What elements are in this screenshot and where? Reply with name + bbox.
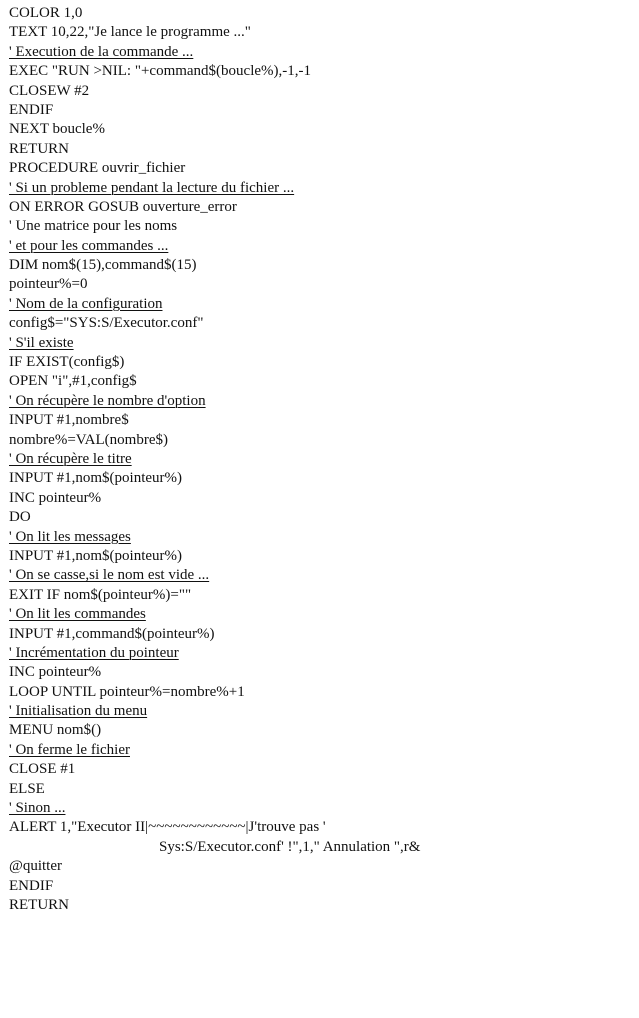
- code-line: MENU nom$(): [9, 722, 102, 739]
- comment-line: ' Nom de la configuration: [9, 295, 163, 312]
- code-line: @quitter: [9, 858, 62, 875]
- code-line: COLOR 1,0: [9, 5, 83, 21]
- code-line: INPUT #1,nombre$: [9, 412, 129, 429]
- code-line: CLOSEW #2: [9, 82, 90, 99]
- code-listing: [9, 4, 634, 915]
- code-line: EXEC "RUN >NIL: "+command$(boucle%),-1,-1: [9, 63, 312, 80]
- comment-line: ' On ferme le fichier: [9, 741, 130, 758]
- code-line: pointeur%=0: [9, 276, 88, 293]
- code-line: ALERT 1,"Executor II|~~~~~~~~~~~~|J'trouve pas ': [9, 819, 326, 836]
- code-line: DO: [9, 509, 31, 526]
- comment-line: ' On récupère le titre: [9, 450, 132, 467]
- code-line-continuation: Sys:S/Executor.conf' !",1," Annulation ",r&: [159, 838, 421, 855]
- comment-line: ' On se casse,si le nom est vide ...: [9, 567, 210, 584]
- code-line: ELSE: [9, 780, 45, 797]
- comment-line: ' Incrémentation du pointeur: [9, 644, 179, 661]
- code-line: EXIT IF nom$(pointeur%)="": [9, 586, 192, 603]
- code-line: INPUT #1,nom$(pointeur%): [9, 547, 183, 564]
- comment-line: ' Initialisation du menu: [9, 703, 148, 720]
- code-line: OPEN "i",#1,config$: [9, 373, 137, 390]
- code-line: ENDIF: [9, 877, 54, 894]
- code-line: config$="SYS:S/Executor.conf": [9, 315, 204, 332]
- code-line: INPUT #1,command$(pointeur%): [9, 625, 215, 642]
- code-line: RETURN: [9, 140, 69, 157]
- comment-line: ' et pour les commandes ...: [9, 237, 169, 254]
- comment-line: ' Sinon ...: [9, 800, 66, 817]
- code-line: INC pointeur%: [9, 664, 102, 681]
- comment-line: ' On récupère le nombre d'option: [9, 392, 206, 409]
- code-line: RETURN: [9, 896, 69, 913]
- code-line: LOOP UNTIL pointeur%=nombre%+1: [9, 683, 245, 700]
- code-line: nombre%=VAL(nombre$): [9, 431, 168, 448]
- comment-line: ' Une matrice pour les noms: [9, 218, 178, 235]
- code-line: INPUT #1,nom$(pointeur%): [9, 470, 183, 487]
- comment-line: ' On lit les commandes: [9, 606, 146, 623]
- comment-line: ' Execution de la commande ...: [9, 43, 194, 60]
- code-line: ENDIF: [9, 101, 54, 118]
- comment-line: ' On lit les messages: [9, 528, 131, 545]
- code-line: NEXT boucle%: [9, 121, 105, 138]
- comment-line: ' S'il existe: [9, 334, 74, 351]
- code-line: INC pointeur%: [9, 489, 102, 506]
- code-line: ON ERROR GOSUB ouverture_error: [9, 198, 237, 215]
- code-line: IF EXIST(config$): [9, 354, 125, 371]
- comment-line: ' Si un probleme pendant la lecture du fichier ...: [9, 179, 295, 196]
- code-line: TEXT 10,22,"Je lance le programme ...": [9, 24, 251, 41]
- code-line: CLOSE #1: [9, 761, 76, 778]
- code-line: DIM nom$(15),command$(15): [9, 257, 197, 274]
- code-line: PROCEDURE ouvrir_fichier: [9, 160, 186, 177]
